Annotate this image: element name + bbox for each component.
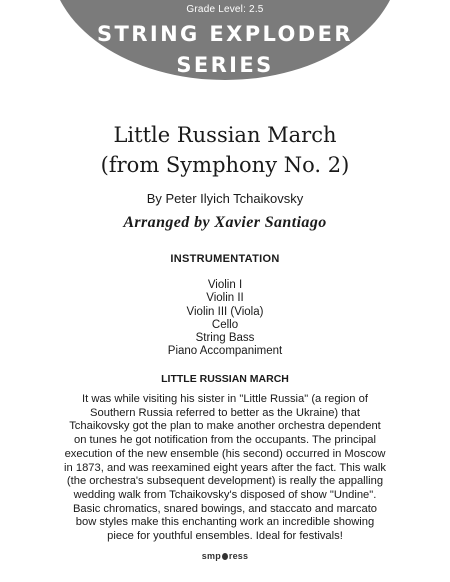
description-line: wedding walk from Tchaikovsky's disposed of show "Undine". (73, 488, 377, 501)
instrument-item: Violin II (206, 292, 244, 305)
composer-credit: By Peter Ilyich Tchaikovsky (146, 191, 304, 206)
series-title-line-1: STRING EXPLODER (97, 22, 353, 46)
series-title-line-2: SERIES (176, 53, 274, 77)
instrument-item: Piano Accompaniment (167, 345, 283, 358)
description-line: It was while visiting his sister in "Little Russia" (a region of (82, 393, 368, 405)
description-heading: LITTLE RUSSIAN MARCH (161, 373, 289, 385)
description-line: Tchaikovsky got the plan to make another orchestra dependent (69, 420, 381, 433)
logo-mark-icon (222, 553, 228, 560)
grade-level: Grade Level: 2.5 (186, 4, 264, 15)
instrument-item: Cello (211, 318, 239, 331)
instrument-item: Violin I (207, 279, 243, 291)
logo-text-left: smp (201, 551, 221, 561)
description-line: bow styles make this enchanting work an incredible showing (75, 516, 375, 529)
description-line: (the orchestra's subsequent development) is really the appalling (66, 475, 384, 488)
description-line: in 1873, and was reexamined eight years after the fact. This walk (64, 461, 386, 474)
instrument-item: Violin III (Viola) (186, 305, 264, 318)
arranger-credit: Arranged by Xavier Santiago (123, 214, 327, 231)
description-text (0, 393, 450, 544)
description-line: on tunes he got notification from the occupants. The principal (73, 434, 377, 447)
instrumentation-list (0, 279, 450, 359)
description-line: Basic chromatics, snared bowings, and staccato and marcato (72, 502, 378, 515)
piece-subtitle: (from Symphony No. 2) (100, 153, 350, 177)
logo-text-right: ress (228, 551, 249, 561)
piece-title: Little Russian March (113, 123, 337, 147)
description-line: Southern Russia referred to better as the Ukraine) that (90, 406, 360, 419)
description-line: piece for youthful ensembles. Ideal for festivals! (107, 530, 343, 543)
instrumentation-heading: INSTRUMENTATION (170, 253, 280, 265)
description-line: execution of the new ensemble (his second) occurred in Moscow (64, 447, 386, 460)
publisher-logo (0, 551, 450, 561)
instrument-item: String Bass (195, 332, 255, 345)
